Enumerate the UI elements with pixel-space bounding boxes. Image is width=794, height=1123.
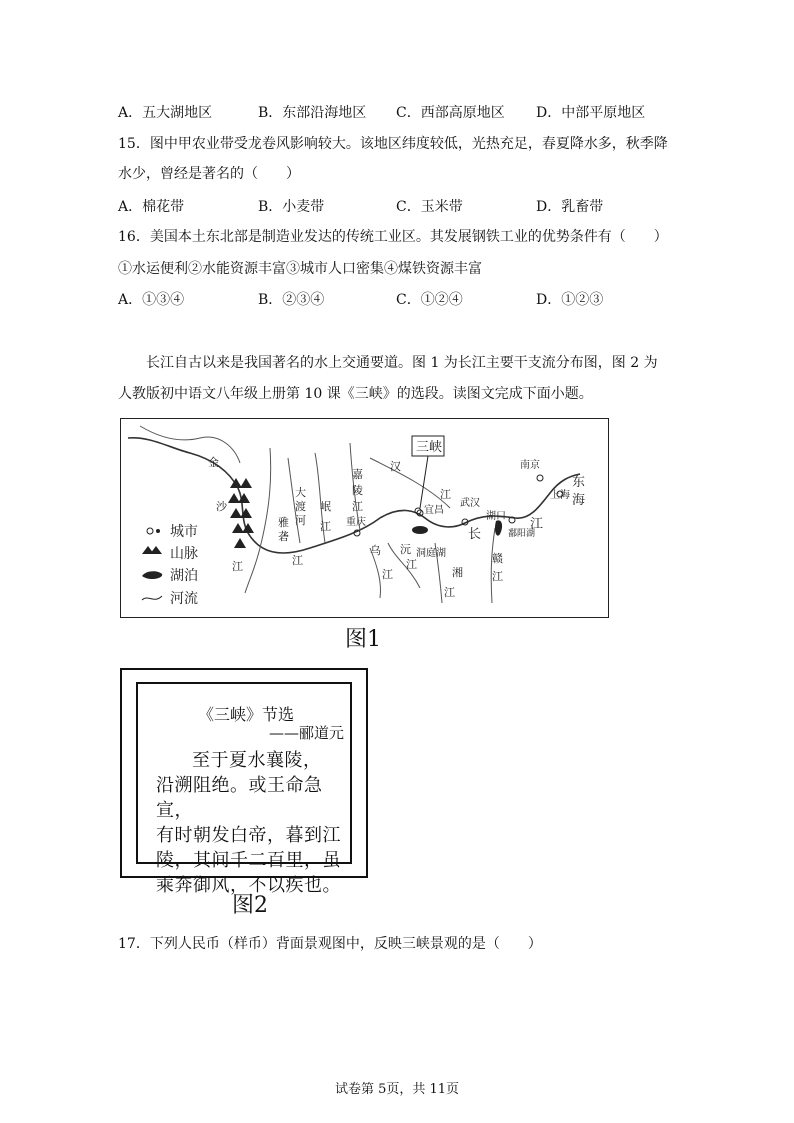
label-ya1: 雅 [278, 516, 289, 529]
label-shanghai: 上海 [550, 490, 570, 501]
label-ya3: 江 [292, 554, 303, 567]
poem-line: 有时朝发白帝，暮到江 [156, 825, 341, 846]
label-xiang2: 江 [444, 586, 455, 599]
q15-stem-line2: 水少，曾经是著名的（ ） [118, 166, 300, 182]
three-gorges-callout: 三峡 [416, 440, 443, 455]
q16-option-b: B．②③④ [258, 292, 325, 308]
label-yichang: 宜昌 [424, 505, 444, 516]
label-dadu3: 河 [295, 514, 306, 527]
legend-mountain: 山脉 [170, 546, 198, 562]
label-jinsha-jiang: 江 [232, 560, 243, 573]
label-jialing2: 陵 [352, 484, 363, 497]
page-footer: 试卷第 5页，共 11页 [334, 1082, 460, 1097]
label-dadu1: 大 [295, 486, 306, 499]
label-gan1: 赣 [492, 552, 503, 565]
q16-option-c: C．①②④ [396, 292, 463, 308]
q15-option-a: A．棉花带 [118, 199, 185, 215]
poem-line: 至于夏水襄陵， [192, 750, 322, 771]
label-ya2: 砻 [278, 530, 289, 543]
label-sha: 沙 [216, 500, 227, 513]
label-wuhan: 武汉 [460, 498, 480, 509]
q16-option-a: A．①③④ [118, 292, 185, 308]
q16-option-d: D．①②③ [536, 292, 604, 308]
label-poyang: 鄱阳湖 [508, 529, 536, 539]
intro-line1: 长江自古以来是我国著名的水上交通要道。图 1 为长江主要干支流分布图，图 2 为 [146, 355, 658, 371]
yangtze-river-map [120, 418, 609, 618]
figure2-caption: 图2 [232, 893, 268, 918]
q16-stem-line1: 16．美国本土东北部是制造业发达的传统工业区。其发展钢铁工业的优势条件有（ ） [118, 229, 668, 245]
label-jialing1: 嘉 [352, 468, 363, 481]
poem-author: ——郦道元 [268, 724, 344, 742]
label-changjiang1: 长 [468, 527, 482, 542]
label-hukou: 湖口 [486, 511, 506, 522]
q16-stem-line2: ①水运便利②水能资源丰富③城市人口密集④煤铁资源丰富 [118, 261, 482, 277]
poem-body [156, 748, 346, 898]
label-gan2: 江 [492, 570, 503, 583]
label-yuan: 沅 [400, 543, 411, 556]
figure1-caption: 图1 [345, 627, 381, 652]
q15-option-d: D．乳畜带 [536, 199, 604, 215]
intro-line2: 人教版初中语文八年级上册第 10 课《三峡》的选段。读图文完成下面小题。 [118, 386, 593, 402]
label-nanjing: 南京 [520, 460, 540, 471]
label-donghai2: 海 [572, 493, 586, 508]
label-dongting: 洞庭湖 [416, 548, 446, 559]
q15-stem-line1: 15．图中甲农业带受龙卷风影响较大。该地区纬度较低，光热充足，春夏降水多，秋季降 [118, 136, 668, 152]
q14-option-b: B．东部沿海地区 [258, 105, 367, 121]
dongting-lake [412, 526, 428, 534]
label-min1: 岷 [320, 500, 331, 513]
q14-option-d: D．中部平原地区 [536, 105, 646, 121]
q14-option-c: C．西部高原地区 [396, 105, 505, 121]
label-han: 汉 [390, 460, 401, 473]
poem-line: 沿溯阻绝。或王命急宣， [156, 775, 323, 821]
q15-option-c: C．玉米带 [396, 199, 463, 215]
poem-line: 陵，其间千二百里，虽 [156, 850, 341, 871]
label-wu: 乌 [370, 544, 381, 557]
label-min2: 江 [320, 520, 331, 533]
label-xiang1: 湘 [452, 566, 463, 579]
q17-stem: 17．下列人民币（样币）背面景观图中，反映三峡景观的是（ ） [118, 936, 542, 952]
legend-city: 城市 [170, 524, 198, 540]
label-yuan-jiang: 江 [406, 558, 417, 571]
label-chongqing: 重庆 [346, 517, 366, 528]
q14-option-a: A．五大湖地区 [118, 105, 213, 121]
label-dadu2: 渡 [295, 500, 306, 513]
label-jin: 金 [208, 456, 219, 469]
poem-title: 《三峡》节选 [198, 705, 295, 724]
label-donghai1: 东 [572, 475, 586, 490]
q15-option-b: B．小麦带 [258, 199, 325, 215]
label-jialing3: 江 [352, 500, 363, 513]
legend-river: 河流 [170, 591, 198, 607]
label-changjiang2: 江 [530, 517, 544, 532]
label-yichang-jiang: 江 [440, 488, 451, 501]
legend-lake: 湖泊 [170, 568, 198, 584]
poem-frame [120, 668, 368, 896]
poem-inner-frame [136, 682, 352, 896]
poem-line: 乘奔御风，不以疾也。 [156, 875, 341, 896]
label-wu-jiang: 江 [382, 568, 393, 581]
